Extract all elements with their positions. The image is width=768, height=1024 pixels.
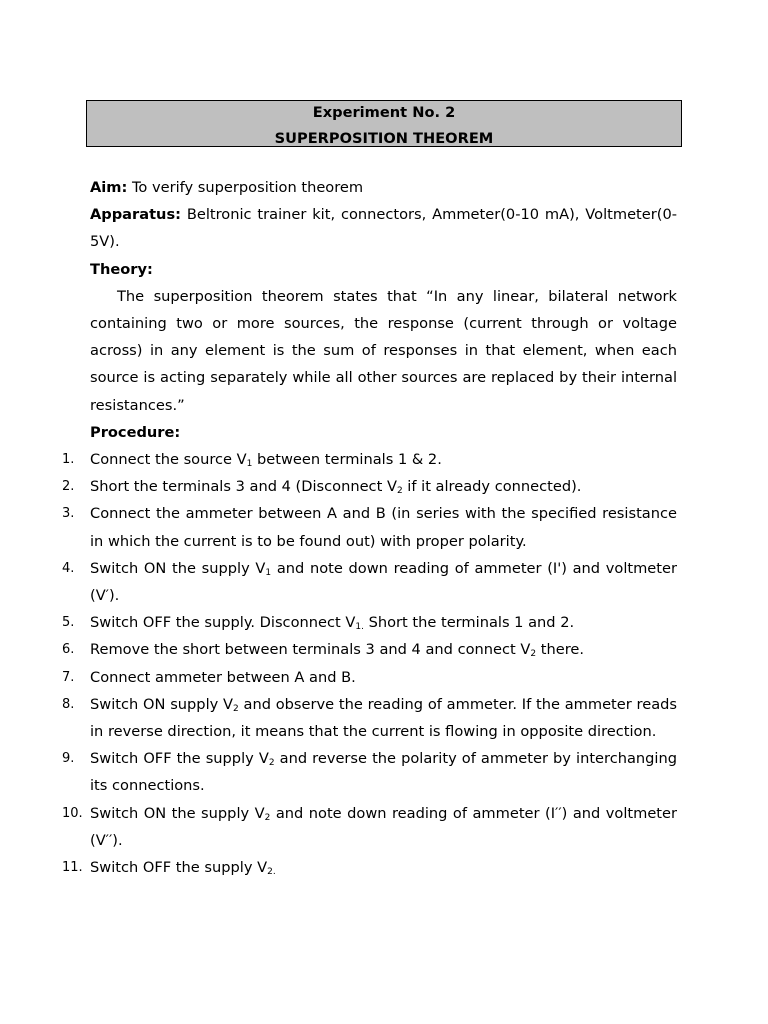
- step-number: 6.: [62, 642, 75, 658]
- document-body: [62, 174, 678, 881]
- step-subscript: 2: [264, 812, 271, 823]
- step-text: Connect ammeter between A and B.: [90, 668, 356, 686]
- step-text: Switch OFF the supply V: [90, 750, 269, 768]
- step-number: 10.: [62, 805, 83, 821]
- step-subscript: 1.: [355, 622, 364, 633]
- procedure-step: [62, 636, 677, 663]
- aim-section: [90, 174, 677, 201]
- step-text: Connect the ammeter between A and B (in series with the specified resistance in which the current is to be found out) with proper polarity.: [90, 505, 677, 550]
- step-number: 11.: [62, 860, 83, 876]
- step-text: Remove the short between terminals 3 and 4 and connect V: [90, 641, 531, 659]
- step-subscript: 2: [530, 649, 537, 660]
- step-subscript: 2: [268, 758, 275, 769]
- step-text-continued: and note down reading of ammeter (I') and voltmeter (V′).: [90, 559, 677, 605]
- apparatus-label: Apparatus:: [90, 206, 181, 224]
- experiment-number: Experiment No. 2: [312, 104, 456, 121]
- aim-text: To verify superposition theorem: [131, 179, 364, 196]
- title-box: [86, 100, 682, 147]
- procedure-step: [62, 500, 677, 554]
- procedure-step: [62, 800, 677, 854]
- procedure-step: [62, 664, 677, 691]
- step-text: Short the terminals 3 and 4 (Disconnect V: [90, 478, 397, 496]
- theory-label: Theory:: [90, 260, 153, 278]
- step-text: Switch OFF the supply V: [90, 859, 268, 877]
- procedure-step: [62, 609, 677, 636]
- step-subscript: 2.: [267, 867, 276, 878]
- step-number: 3.: [62, 506, 75, 522]
- step-number: 4.: [62, 560, 75, 576]
- apparatus-text: Beltronic trainer kit, connectors, Ammeter(0-10 mA), Voltmeter(0-5V).: [90, 206, 678, 251]
- step-number: 7.: [62, 669, 75, 685]
- step-number: 2.: [62, 479, 75, 495]
- step-text: Switch ON the supply V: [90, 804, 265, 822]
- procedure-step: [62, 745, 677, 799]
- step-number: 5.: [62, 615, 75, 631]
- procedure-step: [62, 691, 677, 745]
- procedure-step: [62, 854, 677, 881]
- step-number: 8.: [62, 696, 75, 712]
- step-text: Switch OFF the supply. Disconnect V: [90, 614, 356, 632]
- step-text: Switch ON the supply V: [90, 559, 266, 577]
- procedure-step: [62, 473, 677, 500]
- step-subscript: 2: [396, 486, 403, 497]
- theory-text: The superposition theorem states that “In any linear, bilateral network containing two or more sources, the response (current through or voltage across) in any element is the sum of responses in that element, when each source is acting separately while all other sources are replaced by their internal resistances.”: [90, 287, 677, 414]
- step-subscript: 1: [246, 459, 253, 470]
- aim-label: Aim:: [90, 179, 128, 196]
- step-number: 9.: [62, 751, 75, 767]
- step-text-continued: there.: [536, 641, 585, 659]
- step-text-continued: and reverse the polarity of ammeter by interchanging its connections.: [90, 750, 677, 795]
- procedure-step: [62, 555, 677, 609]
- procedure-step: [62, 446, 677, 473]
- apparatus-section: [90, 201, 677, 255]
- step-text: Switch ON supply V: [90, 695, 234, 713]
- step-text-continued: and observe the reading of ammeter. If the ammeter reads in reverse direction, it means that the current is flowing in opposite direction.: [90, 695, 677, 741]
- step-text-continued: between terminals 1 & 2.: [252, 451, 442, 469]
- step-number: 1.: [62, 452, 75, 468]
- experiment-title: SUPERPOSITION THEOREM: [274, 130, 494, 147]
- step-text-continued: if it already connected).: [402, 478, 582, 496]
- step-text-continued: Short the terminals 1 and 2.: [363, 614, 575, 632]
- procedure-label: Procedure:: [90, 423, 181, 441]
- step-text-continued: and note down reading of ammeter (I′′) and voltmeter (V′′).: [90, 804, 677, 849]
- step-text: Connect the source V: [90, 451, 247, 469]
- step-subscript: 1: [265, 567, 272, 578]
- step-subscript: 2: [233, 703, 239, 714]
- procedure-list: [62, 446, 677, 881]
